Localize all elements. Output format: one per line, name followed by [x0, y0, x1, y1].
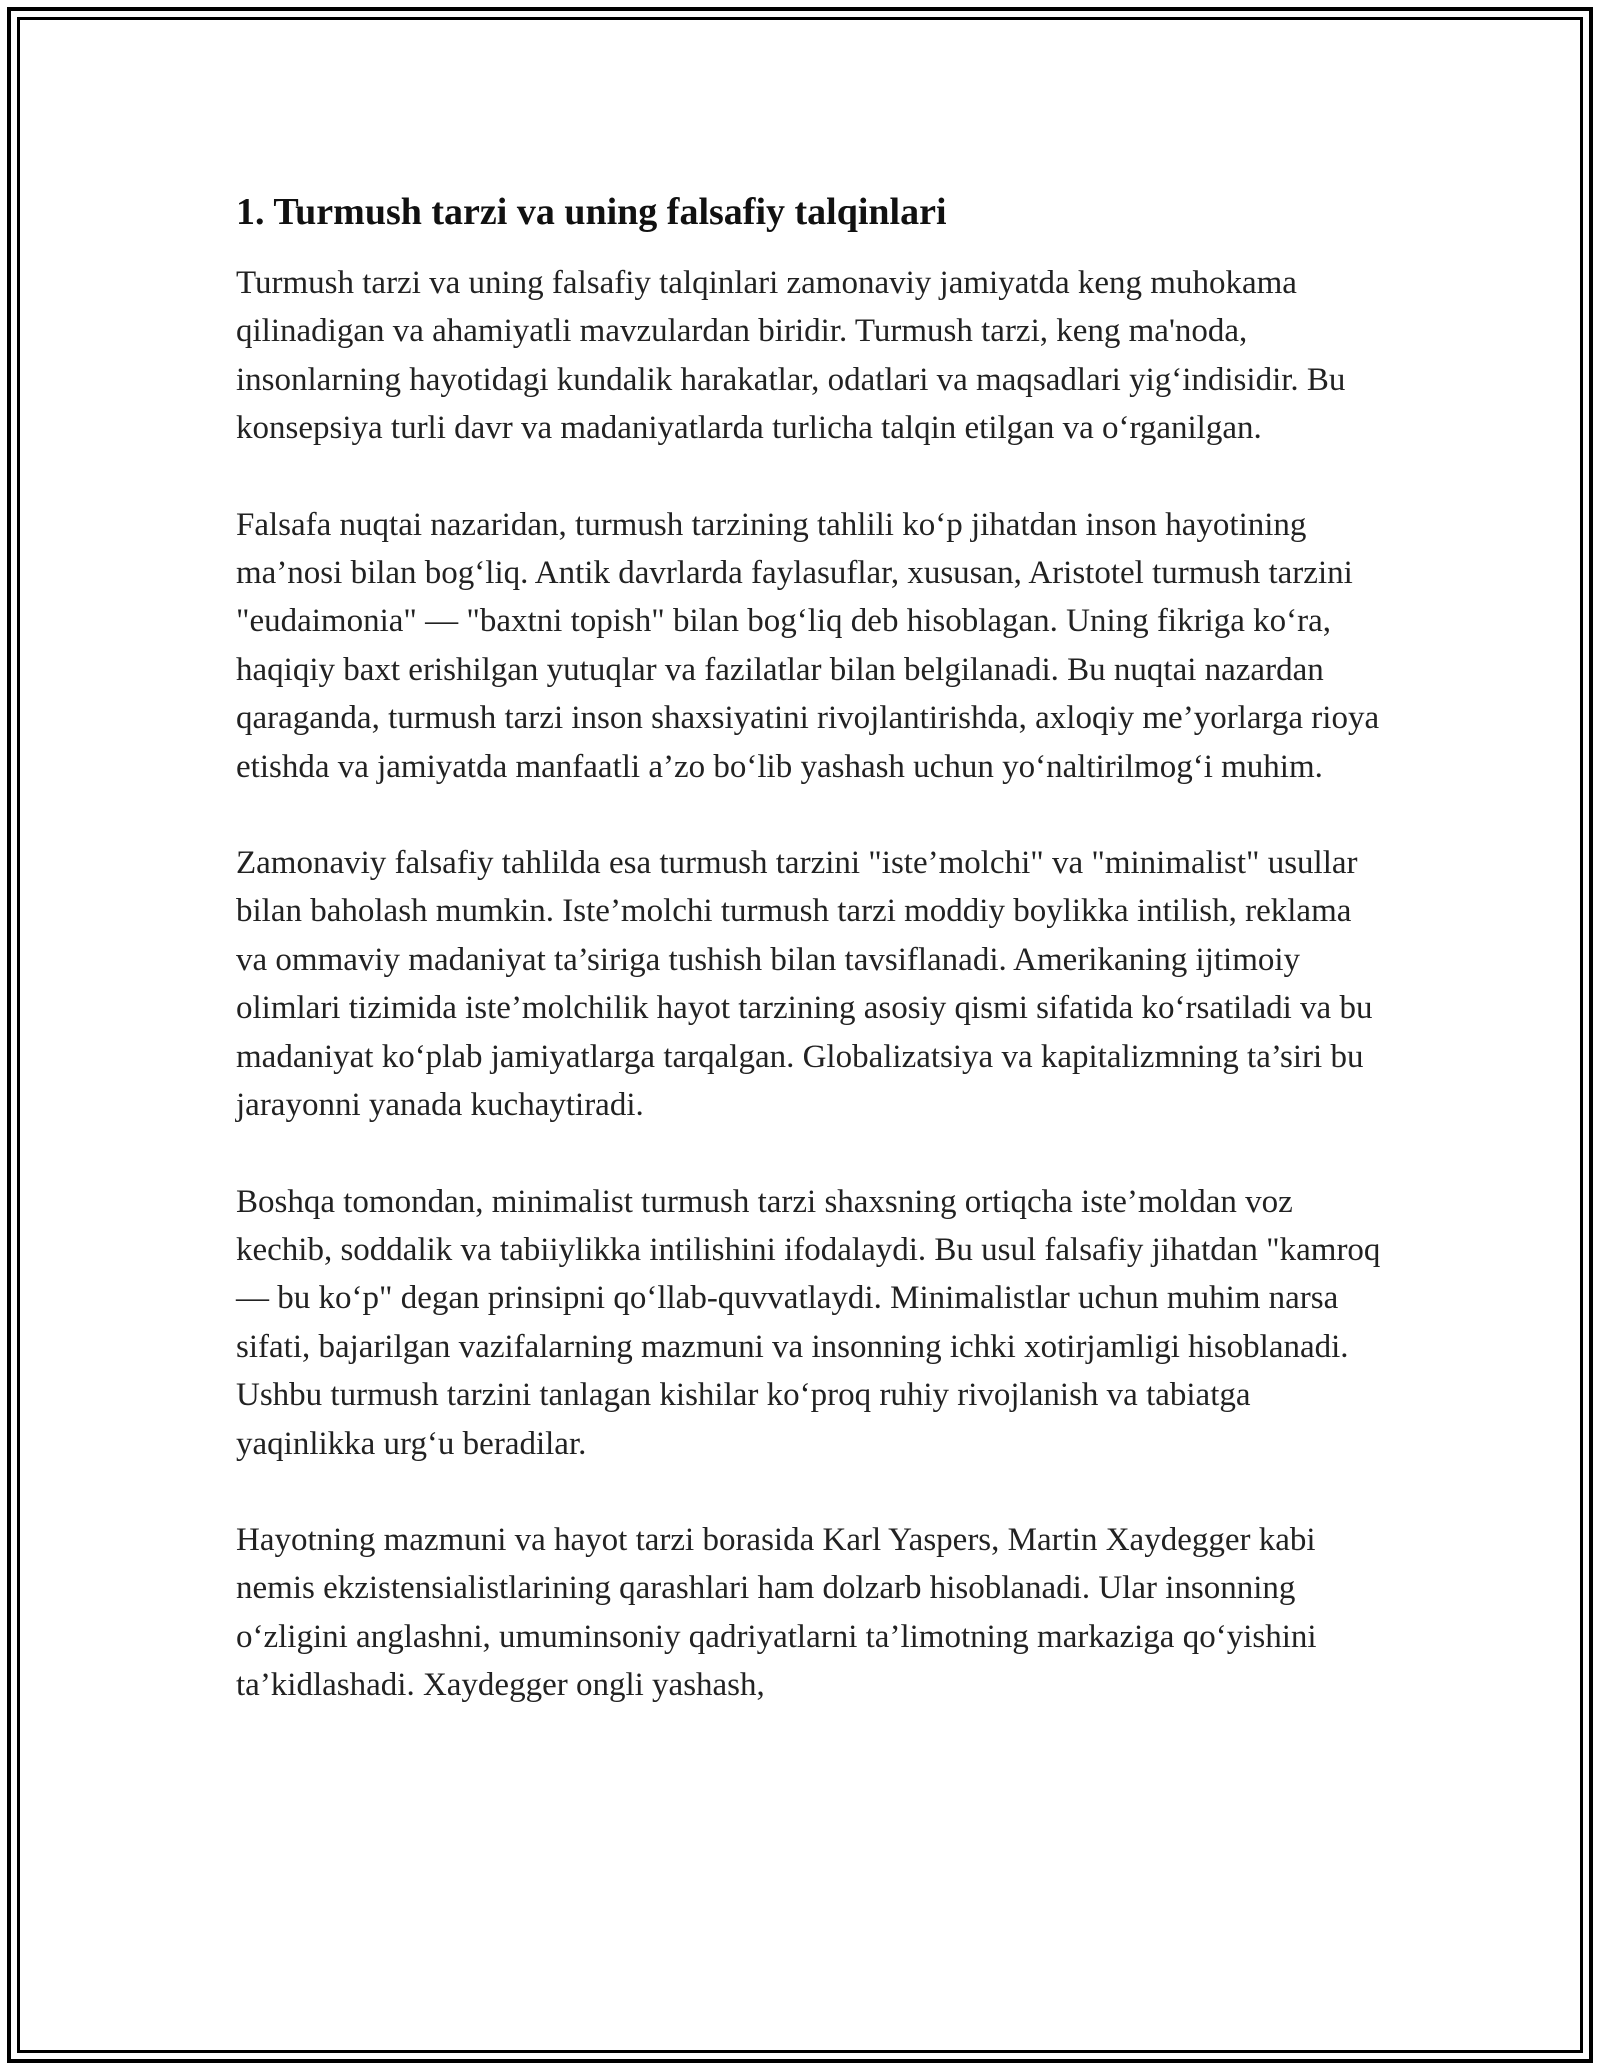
- paragraph-1: Turmush tarzi va uning falsafiy talqinlari zamonaviy jamiyatda keng muhokama qilinadigan va ahamiyatli mavzulardan biridir. Turmush tarzi, keng ma'noda, insonlarning hayotidagi kundalik harakatlar, odatlari va maqsadlari yig‘indisidir. Bu konsepsiya turli davr va madaniyatlarda turlicha talqin etilgan va o‘rganilgan.: [236, 265, 1346, 447]
- paragraph-4: Boshqa tomondan, minimalist turmush tarzi shaxsning ortiqcha iste’moldan voz kechib, soddalik va tabiiylikka intilishini ifodalaydi. Bu usul falsafiy jihatdan "kamroq — bu ko‘p" degan prinsipni qo‘llab-quvvatlaydi. Minimalistlar uchun muhim narsa sifati, bajarilgan vazifalarning mazmuni va insonning ichki xotirjamligi hisoblanadi. Ushbu turmush tarzini tanlagan kishilar ko‘proq ruhiy rivojlanish va tabiatga yaqinlikka urg‘u beradilar.: [236, 1183, 1381, 1462]
- document-body: [236, 185, 1386, 1758]
- paragraph-2: Falsafa nuqtai nazaridan, turmush tarzining tahlili ko‘p jihatdan inson hayotining ma’nosi bilan bog‘liq. Antik davrlarda faylasuflar, xususan, Aristotel turmush tarzini "eudaimonia" — "baxtni topish" bilan bog‘liq deb hisoblagan. Uning fikriga ko‘ra, haqiqiy baxt erishilgan yutuqlar va fazilatlar bilan belgilanadi. Bu nuqtai nazardan qaraganda, turmush tarzi inson shaxsiyatini rivojlantirishda, axloqiy me’yorlarga rioya etishda va jamiyatda manfaatli a’zo bo‘lib yashash uchun yo‘naltirilmog‘i muhim.: [236, 506, 1380, 785]
- section-heading: 1. Turmush tarzi va uning falsafiy talqinlari: [236, 191, 947, 233]
- paragraph-3: Zamonaviy falsafiy tahlilda esa turmush tarzini "iste’molchi" va "minimalist" usullar bilan baholash mumkin. Iste’molchi turmush tarzi moddiy boylikka intilish, reklama va ommaviy madaniyat ta’siriga tushish bilan tavsiflanadi. Amerikaning ijtimoiy olimlari tizimida iste’molchilik hayot tarzining asosiy qismi sifatida ko‘rsatiladi va bu madaniyat ko‘plab jamiyatlarga tarqalgan. Globalizatsiya va kapitalizmning ta’siri bu jarayonni yanada kuchaytiradi.: [236, 845, 1373, 1124]
- paragraph-5: Hayotning mazmuni va hayot tarzi borasida Karl Yaspers, Martin Xaydegger kabi nemis ekzistensialistlarining qarashlari ham dolzarb hisoblanadi. Ular insonning o‘zligini anglashni, umuminsoniy qadriyatlarni ta’limotning markaziga qo‘yishini ta’kidlashadi. Xaydegger ongli yashash,: [236, 1521, 1317, 1704]
